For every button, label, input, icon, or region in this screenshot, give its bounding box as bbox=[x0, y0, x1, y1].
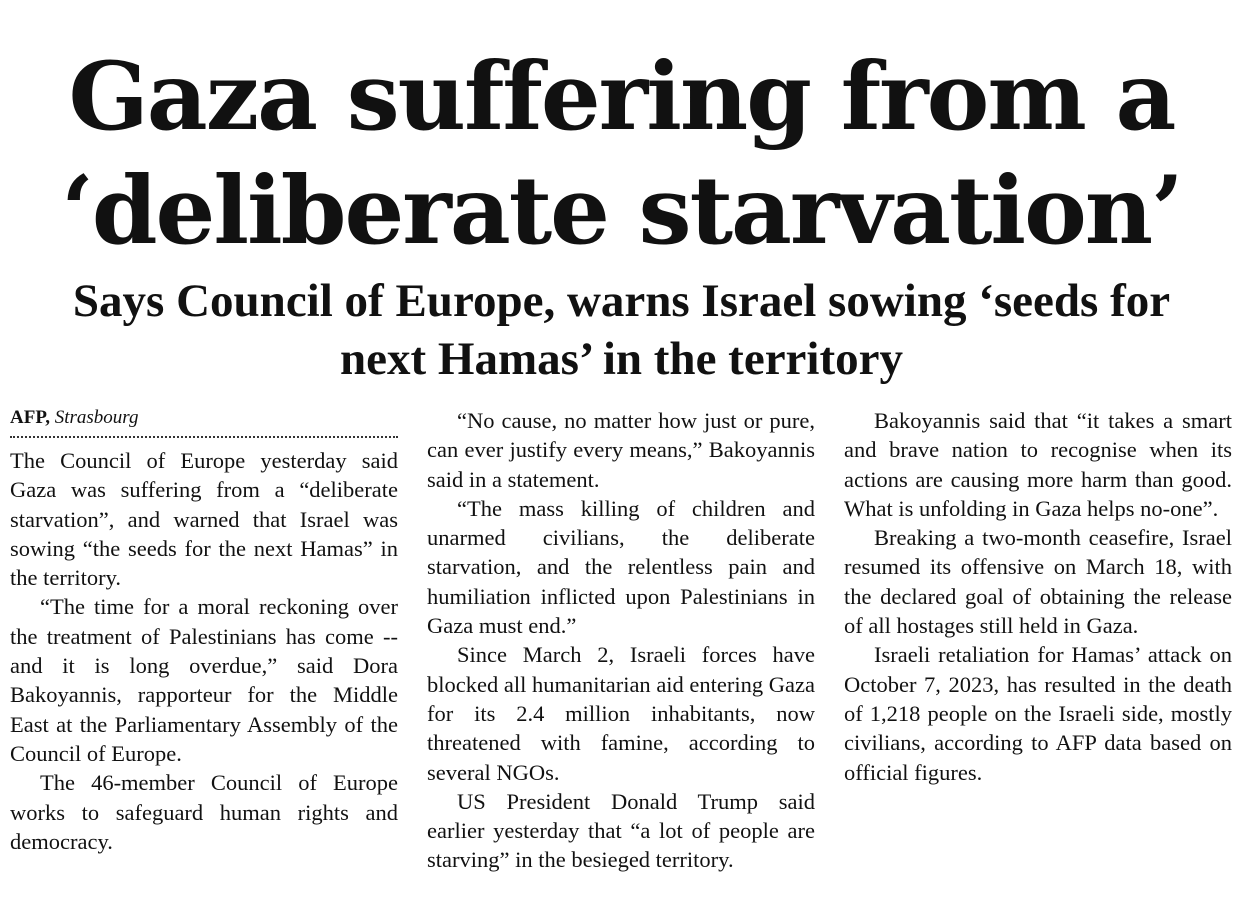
paragraph: “No cause, no matter how just or pure, can ever justify every means,” Bakoyannis said in a statement. bbox=[427, 408, 815, 492]
subheadline-line-2: next Hamas’ in the territory bbox=[340, 333, 903, 385]
headline-line-2: ‘deliberate starvation’ bbox=[61, 156, 1182, 266]
headline-line-1: Gaza suffering from a bbox=[68, 42, 1175, 152]
article-column-1 bbox=[10, 404, 398, 856]
paragraph: Breaking a two-month ceasefire, Israel resumed its offensive on March 18, with the declared goal of obtaining the release of all hostages still held in Gaza. bbox=[844, 525, 1232, 639]
article-column-2 bbox=[427, 406, 815, 875]
subheadline bbox=[0, 272, 1243, 388]
byline bbox=[10, 404, 398, 432]
subheadline-line-1: Says Council of Europe, warns Israel sowing ‘seeds for bbox=[72, 275, 1171, 327]
headline bbox=[0, 40, 1243, 268]
paragraph: “The time for a moral reckoning over the treatment of Palestinians has come -- and it is long overdue,” said Dora Bakoyannis, rapporteur for the Middle East at the Parliamentary Assembly of the Council of Europe. bbox=[10, 594, 398, 766]
paragraph: Bakoyannis said that “it takes a smart and brave nation to recognise when its actions are causing more harm than good. What is unfolding in Gaza helps no-one”. bbox=[844, 408, 1232, 521]
paragraph: “The mass killing of children and unarmed civilians, the deliberate starvation, and the relentless pain and humiliation inflicted upon Palestinians in Gaza must end.” bbox=[427, 495, 815, 639]
article-column-3 bbox=[844, 406, 1232, 787]
paragraph: US President Donald Trump said earlier yesterday that “a lot of people are starving” in the besieged territory. bbox=[427, 788, 815, 873]
byline-divider bbox=[10, 436, 398, 438]
paragraph: Israeli retaliation for Hamas’ attack on October 7, 2023, has resulted in the death of 1,218 people on the Israeli side, mostly civilians, according to AFP data based on official figures. bbox=[844, 642, 1232, 785]
byline-agency: AFP, bbox=[10, 407, 50, 428]
byline-location: Strasbourg bbox=[54, 407, 139, 428]
paragraph: Since March 2, Israeli forces have blocked all humanitarian aid entering Gaza for its 2.4 million inhabitants, now threatened with famine, according to several NGOs. bbox=[427, 642, 815, 785]
paragraph: The 46-member Council of Europe works to safeguard human rights and democracy. bbox=[10, 770, 398, 854]
paragraph: The Council of Europe yesterday said Gaza was suffering from a “deliberate starvation”, and warned that Israel was sowing “the seeds for the next Hamas” in the territory. bbox=[10, 448, 398, 591]
